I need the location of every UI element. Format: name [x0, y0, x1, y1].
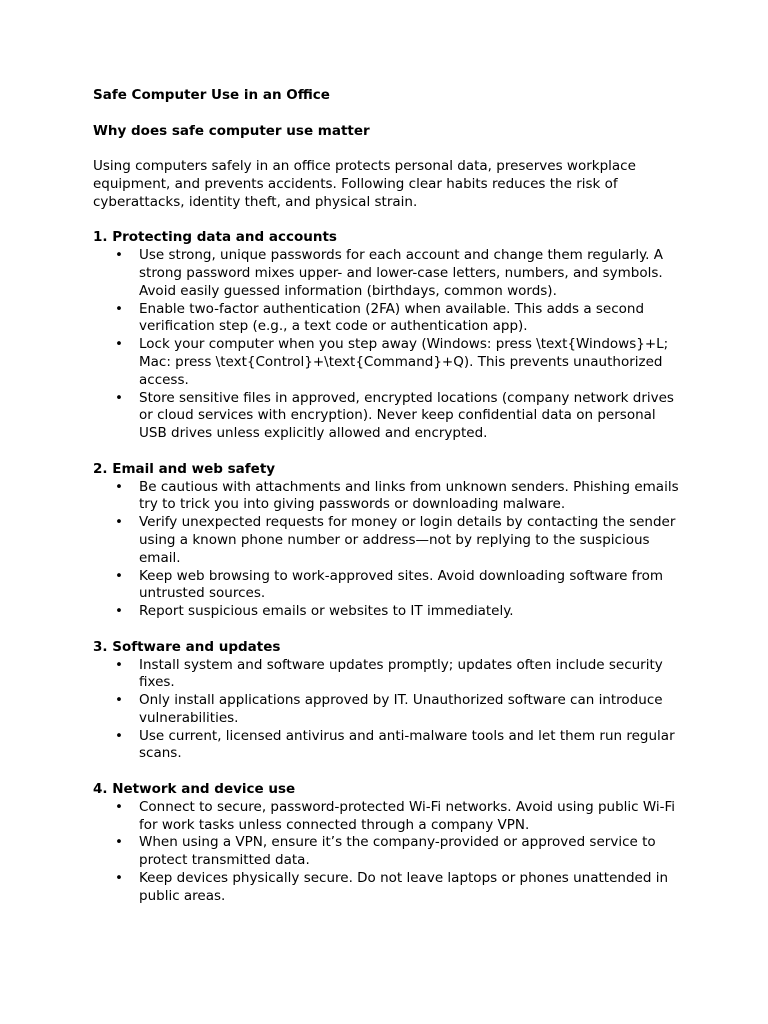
- list-item: [93, 603, 683, 621]
- section-heading: 1. Protecting data and accounts: [93, 229, 337, 246]
- bullet-icon: •: [115, 834, 123, 851]
- section-network-device: [93, 781, 683, 906]
- list-item: [93, 657, 683, 693]
- list-item: [93, 479, 683, 515]
- bullet-icon: •: [115, 727, 123, 744]
- bullet-icon: •: [115, 692, 123, 709]
- bullet-icon: •: [115, 798, 123, 815]
- list-item: [93, 692, 683, 728]
- list-item-text: Be cautious with attachments and links from unknown senders. Phishing emails try to trick you into giving passwords or downloading malware.: [139, 478, 679, 513]
- list-item-text: Use current, licensed antivirus and anti-malware tools and let them run regular scans.: [139, 727, 675, 762]
- list-item: [93, 301, 683, 337]
- list-item-text: Report suspicious emails or websites to IT immediately.: [139, 603, 514, 620]
- section-software-updates: [93, 639, 683, 764]
- list-item: [93, 247, 683, 300]
- list-item: [93, 390, 683, 443]
- list-item: [93, 834, 683, 870]
- bullet-icon: •: [115, 478, 123, 495]
- section-heading: 4. Network and device use: [93, 781, 296, 798]
- list-item-text: Verify unexpected requests for money or login details by contacting the sender using a known phone number or address—not by replying to the suspicious email.: [139, 514, 676, 566]
- section-heading: 2. Email and web safety: [93, 460, 276, 477]
- document-page: [93, 87, 683, 906]
- list-item: [93, 514, 683, 567]
- bullet-list: [93, 479, 683, 621]
- list-item: [93, 728, 683, 764]
- bullet-icon: •: [115, 247, 123, 264]
- list-item-text: Use strong, unique passwords for each account and change them regularly. A strong password mixes upper- and lower-case letters, numbers, and symbols. Avoid easily guessed information (birthdays, common words).: [139, 247, 663, 299]
- list-item: [93, 336, 683, 389]
- section-protecting-data: [93, 229, 683, 443]
- list-item-text: Only install applications approved by IT. Unauthorized software can introduce vulnerabilities.: [139, 692, 663, 726]
- bullet-icon: •: [115, 300, 123, 317]
- bullet-icon: •: [115, 336, 123, 353]
- bullet-icon: •: [115, 389, 123, 406]
- document-subtitle: Why does safe computer use matter: [93, 122, 370, 139]
- bullet-icon: •: [115, 656, 123, 673]
- section-email-web-safety: [93, 461, 683, 621]
- list-item-text: Connect to secure, password-protected Wi-Fi networks. Avoid using public Wi-Fi for work tasks unless connected through a company VPN.: [139, 798, 676, 833]
- section-heading: 3. Software and updates: [93, 638, 281, 655]
- list-item-text: Enable two-factor authentication (2FA) when available. This adds a second verification step (e.g., a text code or authentication app).: [139, 300, 645, 335]
- bullet-list: [93, 799, 683, 906]
- list-item: [93, 799, 683, 835]
- list-item: [93, 870, 683, 906]
- list-item-text: When using a VPN, ensure it’s the company-provided or approved service to protect transmitted data.: [139, 834, 656, 869]
- bullet-list: [93, 657, 683, 764]
- bullet-icon: •: [115, 870, 123, 887]
- bullet-icon: •: [115, 567, 123, 584]
- list-item-text: Install system and software updates promptly; updates often include security fixes.: [139, 656, 663, 691]
- list-item-text: Lock your computer when you step away (Windows: press \text{Windows}+L; Mac: press \text{Control}+\text{Command}+Q). This prevents unauthorized access.: [139, 336, 669, 388]
- bullet-icon: •: [115, 514, 123, 531]
- intro-paragraph: Using computers safely in an office protects personal data, preserves workplace equipment, and prevents accidents. Following clear habits reduces the risk of cyberattacks, identity theft, and physical strain.: [93, 158, 636, 210]
- list-item-text: Keep devices physically secure. Do not leave laptops or phones unattended in public areas.: [139, 870, 669, 904]
- list-item: [93, 568, 683, 604]
- document-title: Safe Computer Use in an Office: [93, 87, 330, 103]
- list-item-text: Keep web browsing to work-approved sites. Avoid downloading software from untrusted sources.: [139, 567, 664, 602]
- bullet-icon: •: [115, 603, 123, 620]
- list-item-text: Store sensitive files in approved, encrypted locations (company network drives or cloud services with encryption). Never keep confidential data on personal USB drives unless explicitly allowed and encrypted.: [139, 389, 674, 442]
- bullet-list: [93, 247, 683, 443]
